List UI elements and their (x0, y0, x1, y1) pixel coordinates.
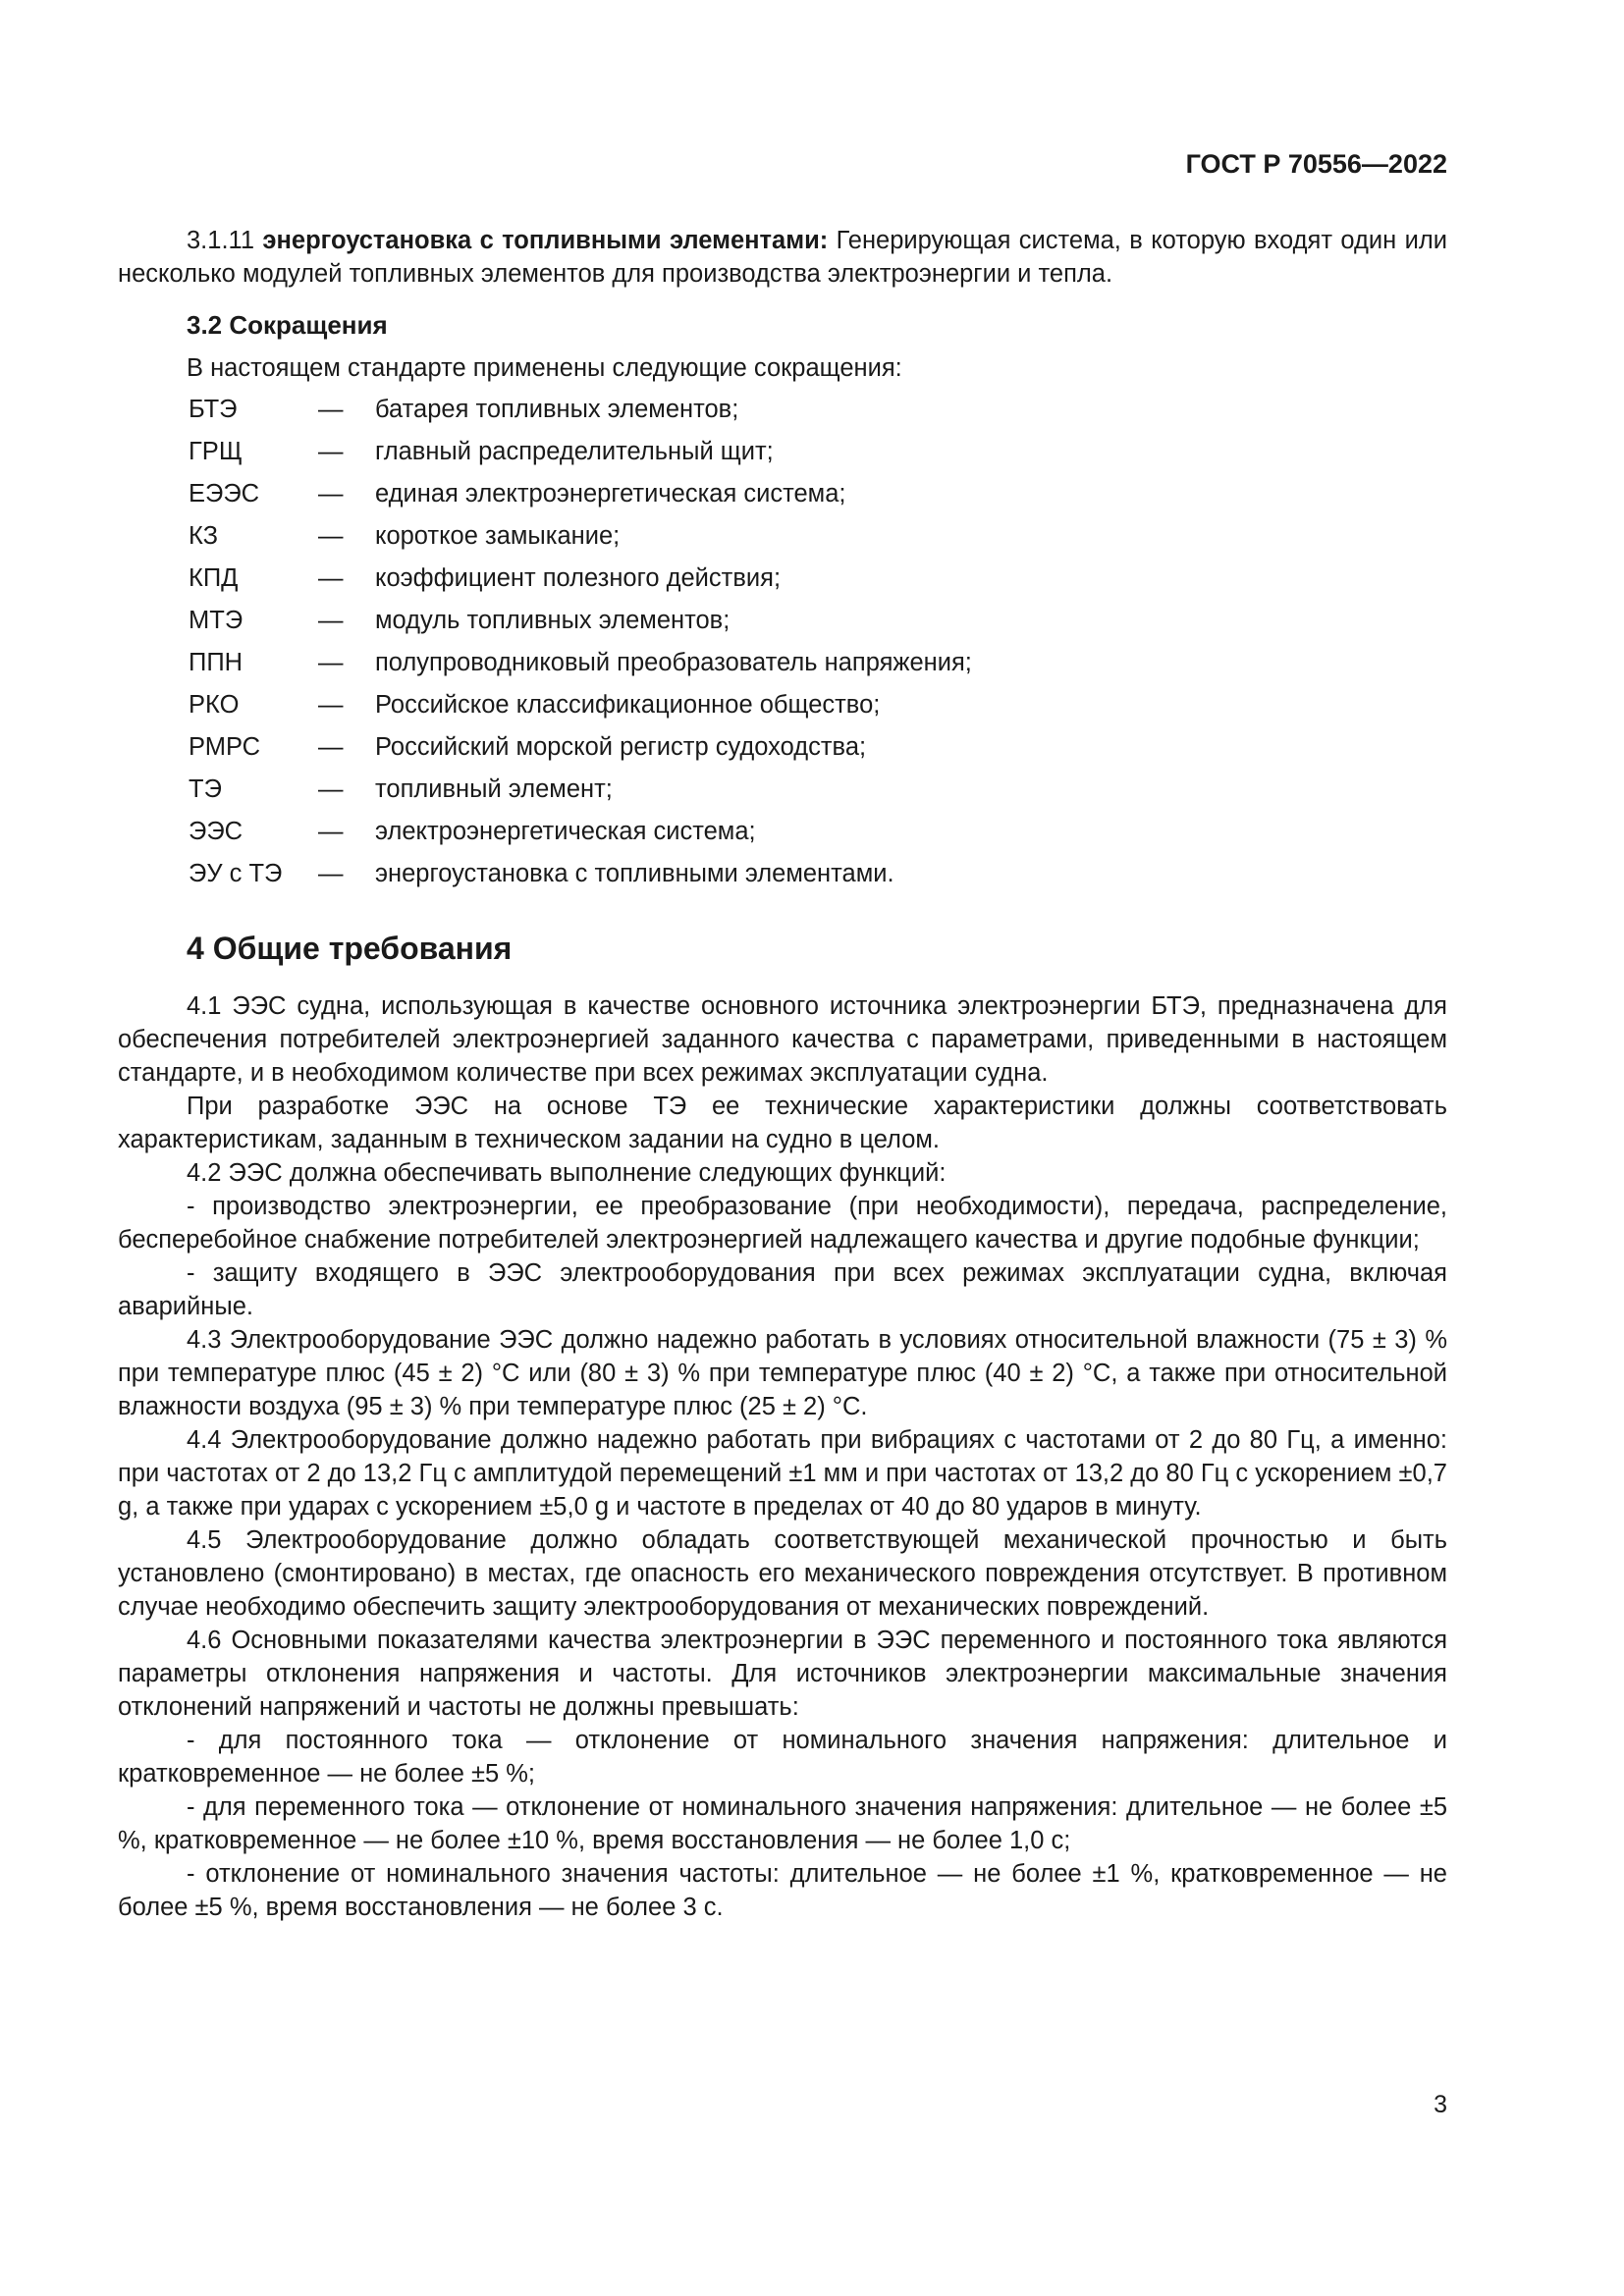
abbreviation-dash: — (318, 480, 344, 507)
abbreviation-code: ЕЭЭС (189, 480, 260, 507)
abbreviation-code: МТЭ (189, 607, 244, 634)
page-number: 3 (1434, 2091, 1447, 2118)
abbreviation-row (189, 815, 972, 857)
abbreviation-meaning: Российский морской регистр судоходства; (375, 733, 867, 761)
paragraph: 4.4 Электрооборудование должно надежно работать при вибрациях с частотами от 2 до 80 Гц, а именно: при частотах от 2 до 13,2 Гц с амплитудой перемещений ±1 мм и при частотах от 13,2 до 80 Гц с ускорением ±0,7 g, а также при ударах с ускорением ±5,0 g и частоте в пределах от 40 до 80 ударов в минуту. (118, 1426, 1447, 1521)
paragraph: 4.3 Электрооборудование ЭЭС должно надежно работать в условиях относительной влажности (75 ± 3) % при температуре плюс (45 ± 2) °С или (80 ± 3) % при температуре плюс (40 ± 2) °С, а также при относительной влажности воздуха (95 ± 3) % при температуре плюс (25 ± 2) °С. (118, 1326, 1447, 1420)
abbreviation-row (189, 646, 972, 688)
abbreviation-meaning: Российское классификационное общество; (375, 691, 881, 719)
document-body (118, 224, 1447, 1924)
abbreviation-code: ППН (189, 649, 244, 676)
paragraph: При разработке ЭЭС на основе ТЭ ее технические характеристики должны соответствовать характеристикам, заданным в техническом задании на судно в целом. (118, 1093, 1447, 1153)
abbreviation-meaning: энергоустановка с топливными элементами. (375, 860, 894, 887)
abbreviation-row (189, 773, 972, 815)
abbreviation-code: КПД (189, 564, 239, 592)
document-header: ГОСТ Р 70556—2022 (1185, 149, 1447, 179)
term-number: 3.1.11 (187, 227, 255, 254)
abbreviation-dash: — (318, 818, 344, 845)
abbreviation-dash: — (318, 649, 344, 676)
abbreviation-code: РКО (189, 691, 240, 719)
abbreviation-row (189, 561, 972, 604)
abbreviation-code: ТЭ (189, 775, 222, 803)
abbreviation-dash: — (318, 396, 344, 423)
paragraph: 4.6 Основными показателями качества электроэнергии в ЭЭС переменного и постоянного тока являются параметры отклонения напряжения и частоты. Для источников электроэнергии максимальные значения отклонений напряжений и частоты не должны превышать: (118, 1627, 1447, 1721)
paragraph: 4.5 Электрооборудование должно обладать соответствующей механической прочностью и быть установлено (смонтировано) в местах, где опасность его механического повреждения отсутствует. В противном случае необходимо обеспечить защиту электрооборудования от механических повреждений. (118, 1526, 1447, 1621)
term-name: энергоустановка с топливными элементами: (262, 227, 829, 254)
abbreviation-row (189, 477, 972, 519)
paragraph: - отклонение от номинального значения частоты: длительное — не более ±1 %, кратковременное — не более ±5 %, время восстановления — не более 3 с. (118, 1860, 1447, 1921)
abbreviations-list (189, 393, 972, 899)
paragraph: 4.2 ЭЭС должна обеспечивать выполнение следующих функций: (187, 1159, 947, 1187)
abbreviation-code: ЭЭС (189, 818, 244, 845)
abbreviation-dash: — (318, 733, 344, 761)
abbreviation-meaning: единая электроэнергетическая система; (375, 480, 846, 507)
paragraph: - для постоянного тока — отклонение от номинального значения напряжения: длительное и кратковременное — не более ±5 %; (118, 1727, 1447, 1788)
paragraph: - защиту входящего в ЭЭС электрооборудования при всех режимах эксплуатации судна, включая аварийные. (118, 1259, 1447, 1320)
abbreviation-meaning: батарея топливных элементов; (375, 396, 739, 423)
paragraph: 4.1 ЭЭС судна, использующая в качестве основного источника электроэнергии БТЭ, предназначена для обеспечения потребителей электроэнергией заданного качества с параметрами, приведенными в настоящем стандарте, и в необходимом количестве при всех режимах эксплуатации судна. (118, 992, 1447, 1087)
abbreviations-intro: В настоящем стандарте применены следующие сокращения: (187, 354, 902, 382)
term-text: Генерирующая система, в которую входят один или несколько модулей топливных элементов для производства электроэнергии и тепла. (118, 227, 1447, 288)
abbreviation-meaning: главный распределительный щит; (375, 438, 774, 465)
abbreviation-code: ГРЩ (189, 438, 243, 465)
section-4-heading: 4 Общие требования (187, 931, 513, 966)
abbreviation-dash: — (318, 522, 344, 550)
paragraph: - для переменного тока — отклонение от номинального значения напряжения: длительное — не более ±5 %, кратковременное — не более ±10 %, время восстановления — не более 1,0 с; (118, 1793, 1447, 1854)
abbreviation-meaning: электроэнергетическая система; (375, 818, 756, 845)
abbreviation-dash: — (318, 564, 344, 592)
abbreviation-meaning: модуль топливных элементов; (375, 607, 731, 634)
abbreviation-row (189, 393, 972, 435)
section-4-body (118, 989, 1447, 1924)
abbreviation-dash: — (318, 607, 344, 634)
abbreviation-meaning: полупроводниковый преобразователь напряжения; (375, 649, 972, 676)
abbreviation-row (189, 604, 972, 646)
abbreviation-meaning: короткое замыкание; (375, 522, 621, 550)
abbreviation-row (189, 857, 972, 899)
abbreviation-code: РМРС (189, 733, 261, 761)
abbreviation-dash: — (318, 860, 344, 887)
abbreviation-code: КЗ (189, 522, 218, 550)
abbreviation-dash: — (318, 438, 344, 465)
abbreviation-meaning: коэффициент полезного действия; (375, 564, 782, 592)
abbreviation-row (189, 435, 972, 477)
abbreviation-row (189, 688, 972, 730)
section-3-2-heading: 3.2 Сокращения (187, 310, 388, 340)
abbreviation-code: БТЭ (189, 396, 238, 423)
term-definition-3-1-11 (118, 224, 1447, 291)
abbreviation-row (189, 519, 972, 561)
abbreviation-code: ЭУ с ТЭ (189, 860, 283, 887)
abbreviation-meaning: топливный элемент; (375, 775, 613, 803)
paragraph: - производство электроэнергии, ее преобразование (при необходимости), передача, распределение, бесперебойное снабжение потребителей электроэнергией надлежащего качества и другие подобные функции; (118, 1193, 1447, 1254)
abbreviation-row (189, 730, 972, 773)
abbreviation-dash: — (318, 775, 344, 803)
abbreviation-dash: — (318, 691, 344, 719)
